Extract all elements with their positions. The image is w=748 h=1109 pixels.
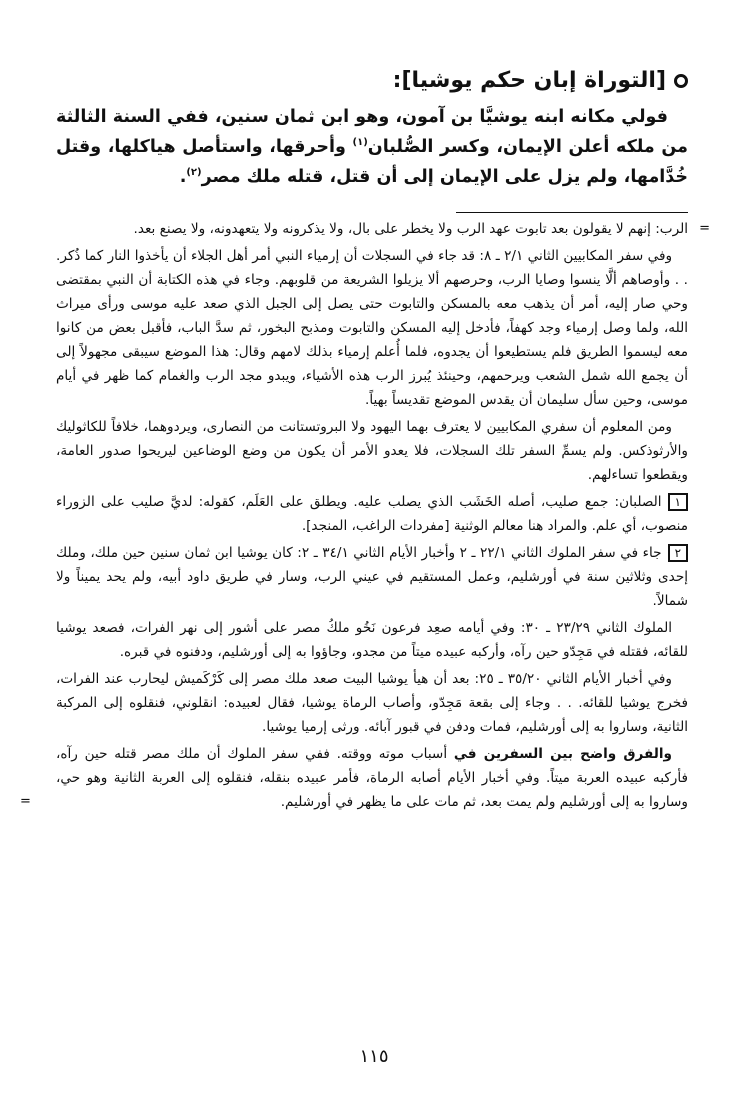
section-heading (56, 64, 688, 98)
footnote-1-number: ١ (668, 493, 688, 511)
footnote-2 (56, 541, 688, 613)
footnote-ref-2[interactable]: (٢) (186, 167, 202, 179)
footnote-1-text: الصلبان: جمع صليب، أصله الخَشَب الذي يصلب عليه. ويطلق على العَلَم، كقوله: لديَّ صليب على الزوراء منصوب، أي علم. والمراد هنا معالم الوثنية [مفردات الراغب، المنجد]. (56, 494, 688, 534)
note-paragraph-canon: ومن المعلوم أن سفري المكابيين لا يعترف بهما اليهود ولا البروتستانت من النصارى، ويردوهما، خلافاً للكاثوليك والأرثوذكس. ولم يسمِّ السفر تلك السجلات، فلا يعدو الأمر أن يكون من وضع الوضاعين ليريحوا صدور العامة، ويقطعوا تساءلهم. (56, 419, 688, 483)
note-continued: = الرب: إنهم لا يقولون بعد تابوت عهد الرب ولا يخطر على بال، ولا يذكرونه ولا يتعهدونه، ولا يصنع بعد. (56, 217, 688, 241)
note-paragraph-difference (56, 742, 688, 814)
footnote-2-text: جاء في سفر الملوك الثاني ٢٢/١ ـ ٢ وأخبار الأيام الثاني ٣٤/١ ـ ٢: كان يوشيا ابن ثمان سنين حين ملك، وملك إحدى وثلاثين سنة في أورشليم، وعمل المستقيم في عيني الرب، وسار في طريق داود أبيه، ولم يحد يميناً ولا شمالاً. (56, 545, 688, 609)
note-difference-text: أسباب موته ووقته. ففي سفر الملوك أن ملك مصر قتله حين رآه، فأركبه عبيده العربة ميتاً. وفي أخبار الأيام أصابه الرماة، فأمر عبيده بنقله، فنقلوه إلى العربة الثانية وهو حي، وساروا به إلى أورشليم ولم يمت بعد، ثم مات على ما يظهر في أورشليم. (56, 746, 688, 810)
footnotes (56, 217, 688, 814)
note-paragraph-kings: الملوك الثاني ٢٣/٢٩ ـ ٣٠: وفي أيامه صعِد فرعون نَخُو ملكُ مصر على أشور إلى نهر الفرات، فصعد يوشيا للقائه، فقتله في مَجِدّو حين رآه، وأركبه عبيده ميتاً من مجدو، وجاؤوا به إلى أورشليم، ودفنوه في قبره. (56, 620, 688, 660)
footnote-2-number: ٢ (668, 544, 688, 562)
main-line-3b: . (179, 167, 187, 187)
main-line-2b: وأحرقها، واستأصل هياكلها، وقتل (56, 137, 353, 157)
footnote-1 (56, 490, 688, 538)
note-difference-bold: والفرق واضح بين السفرين في (453, 746, 672, 762)
circle-bullet-icon (674, 74, 688, 88)
footnote-ref-1[interactable]: (١) (352, 137, 368, 149)
note-paragraph-chronicles: وفي أخبار الأيام الثاني ٣٥/٢٠ ـ ٢٥: بعد أن هيأ يوشيا البيت صعد ملك مصر إلى كَرْكَميش ليحارب عند الفرات، فخرج يوشيا للقائه. . . وجاء إلى بقعة مَجِدّو، وأصاب الرماة يوشيا، فقال لعبيده: انقلوني، فنقلوه إلى المركبة الثانية، وساروا به إلى أورشليم، فمات ودفن في قبور آبائه. ورثى إرميا يوشيا. (56, 671, 688, 735)
main-line-1: فولي مكانه ابنه يوشيَّا بن آمون، وهو ابن ثمان سنين، ففي السنة الثالثة من (56, 107, 689, 157)
main-paragraph (56, 102, 688, 192)
section-heading-text: [التوراة إبان حكم يوشيا]: (392, 68, 666, 93)
main-line-2a: ملكه أعلن الإيمان، وكسر الصُّلبان (367, 137, 655, 157)
note-paragraph-maccabees: وفي سفر المكابيين الثاني ٢/١ ـ ٨: قد جاء في السجلات أن إرمياء النبي أمر أهل الجلاء أن يأخذوا النار كما ذُكر. . . وأوصاهم ألَّا ينسوا وصايا الرب، وحرصهم ألا يزيلوا الشريعة من قلوبهم. وجاء في هذه الكتابة أن النبي بمقتضى وحي صار إليه، أمر أن يذهب معه بالمسكن والتابوت حتى يصل إلى الجبل الذي صعد عليه موسى ورأى ميراث الله، ولما وصل إرمياء وجد كهفاً، فأدخل إليه المسكن والتابوت ومذبح البخور، ثم سدَّ الباب، فأقبل بعض من كانوا معه ليسموا الطريق فلم يستطيعوا أن يجدوه، فلما أُعلم إرمياء بذلك لامهم وقال: هذا الموضع سيبقى مجهولاً إلى أن يجمع الله شمل الشعب ويرحمهم، وحينئذ يُبرز الرب هذه الأشياء، ويبدو مجد الرب والغمام كما ظهر في أيام موسى، وحين سأل سليمان أن يقدس الموضع تقديساً بهياً. (56, 248, 688, 408)
footnote-divider (456, 212, 688, 213)
page-number: ١١٥ (359, 1046, 389, 1067)
main-line-3a: خُدَّامها، ولم يزل على الإيمان إلى أن قتل، قتله ملك مصر (201, 167, 688, 187)
main-text (56, 102, 688, 192)
